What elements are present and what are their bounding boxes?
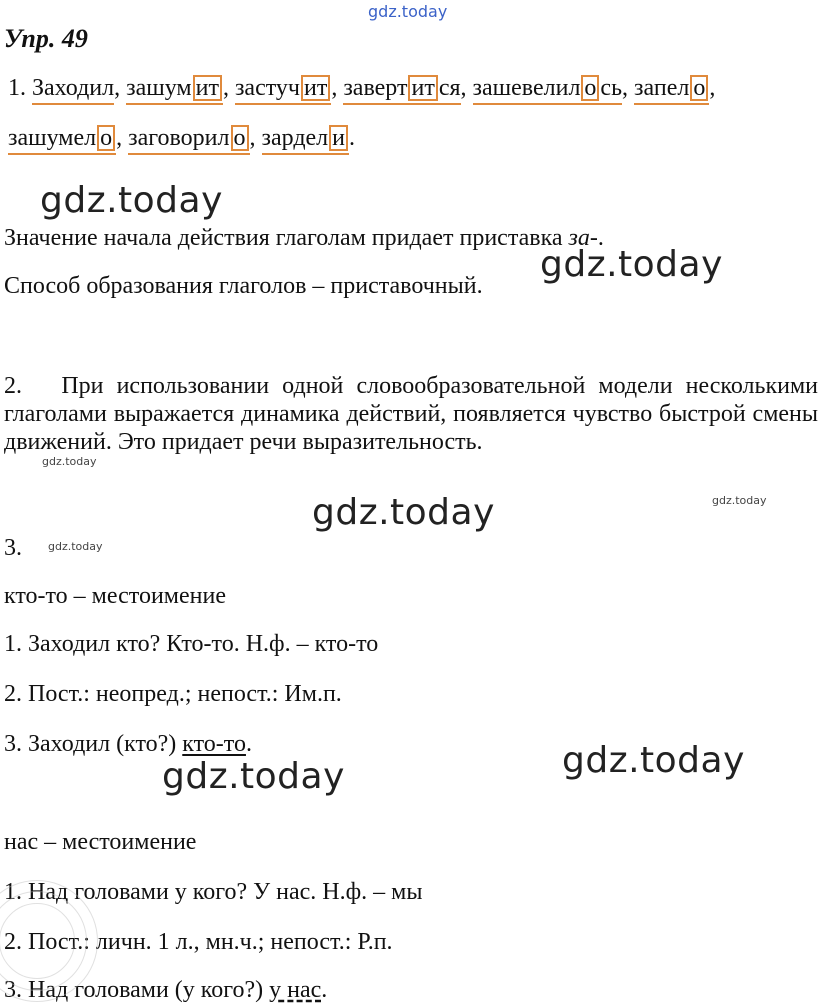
watermark-small: gdz.today	[48, 540, 103, 553]
block2-heading: нас – местоимение	[4, 829, 197, 855]
word-zastuchit: застуч ит	[235, 74, 331, 105]
word-zashumelo: зашумел о	[8, 124, 116, 155]
underlined-subject: кто-то	[182, 731, 246, 757]
ending-box: ит	[408, 75, 437, 101]
watermark: gdz.today	[162, 756, 345, 797]
part1-number: 1.	[8, 75, 26, 101]
ending-box: о	[97, 125, 115, 151]
word-zagovorilo: заговорил о	[128, 124, 249, 155]
watermark: gdz.today	[40, 180, 223, 221]
ending-box: и	[329, 125, 348, 151]
block1-line2: 2. Пост.: неопред.; непост.: Им.п.	[4, 681, 342, 707]
word-zardeli: зардел и	[262, 124, 350, 155]
block1-heading: кто-то – местоимение	[4, 583, 226, 609]
block2-line2: 2. Пост.: личн. 1 л., мн.ч.; непост.: Р.п.	[4, 929, 393, 955]
part3-number: 3.	[4, 535, 22, 561]
block2-line1: 1. Над головами у кого? У нас. Н.ф. – мы	[4, 879, 423, 905]
block1-line1: 1. Заходил кто? Кто-то. Н.ф. – кто-то	[4, 631, 379, 657]
block1-line3: 3. Заходил (кто?) кто-то.	[4, 731, 252, 757]
word-zashevelilos: зашевелил о сь	[473, 74, 623, 105]
watermark: gdz.today	[562, 740, 745, 781]
part1-line1: 1. Заходил, зашум ит , застуч ит , заверт ит ся, зашевелил о сь, запел о ,	[8, 74, 715, 105]
word-zapelo: запел о	[634, 74, 709, 105]
block2-line3: 3. Над головами (у кого?) у нас.	[4, 977, 328, 1003]
part2-paragraph: 2. При использовании одной словообразовательной модели несколькими глаголами выражается динамика действий, появляется чувство быстрой смены движений. Это придает речи выразительность.	[4, 373, 819, 455]
ending-box: о	[581, 75, 599, 101]
word-zashumit: зашум ит	[126, 74, 223, 105]
method-sentence: Способ образования глаголов – приставочный.	[4, 273, 483, 299]
watermark: gdz.today	[312, 492, 495, 533]
part1-line2: зашумел о , заговорил о , зардел и .	[8, 124, 355, 155]
word-zavertitsya: заверт ит ся	[343, 74, 460, 105]
word-zahodil: Заходил	[32, 74, 114, 105]
ending-box: ит	[193, 75, 222, 101]
watermark-small: gdz.today	[42, 455, 97, 468]
watermark: gdz.today	[540, 244, 723, 285]
ending-box: ит	[301, 75, 330, 101]
watermark-small: gdz.today	[712, 494, 767, 507]
ending-box: о	[690, 75, 708, 101]
underlined-object: у нас	[269, 977, 322, 1003]
exercise-title: Упр. 49	[4, 24, 88, 53]
watermark-top: gdz.today	[368, 2, 448, 21]
meaning-sentence: Значение начала действия глаголам придает приставка за-.	[4, 225, 604, 251]
ending-box: о	[231, 125, 249, 151]
